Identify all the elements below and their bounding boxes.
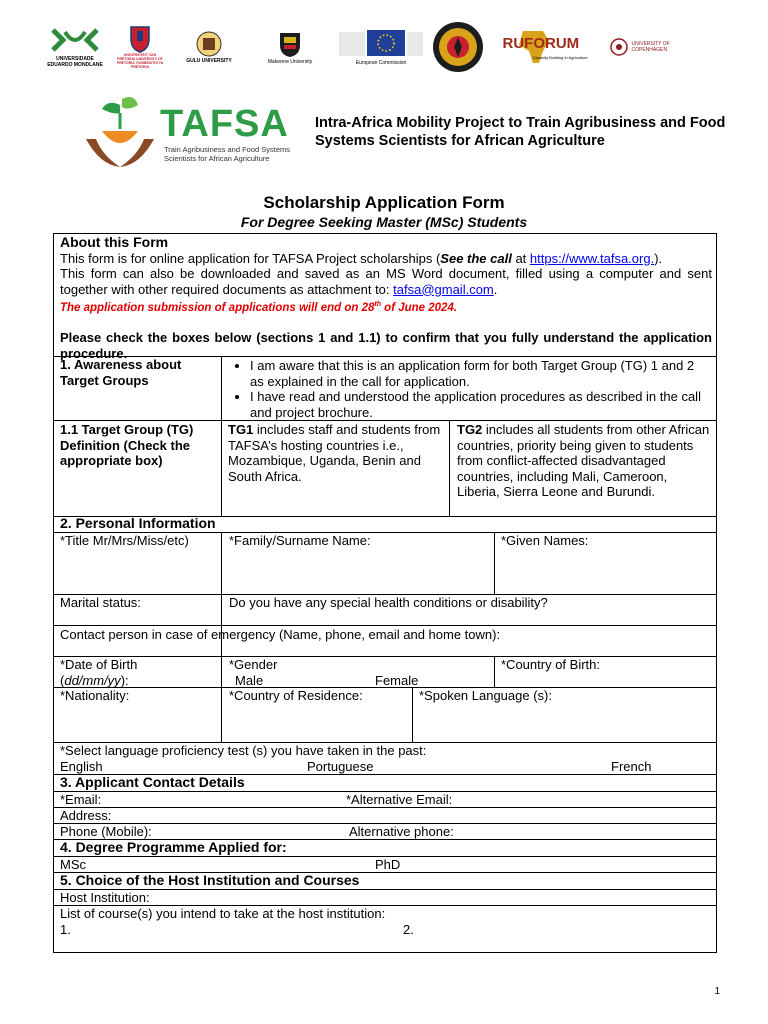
- uem-logo-text: UNIVERSIDADE EDUARDO MONDLANE: [47, 56, 103, 68]
- tafsa-logo: [80, 95, 295, 175]
- gulu-logo-text: GULU UNIVERSITY: [186, 58, 232, 64]
- given-names-field-label: *Given Names:: [501, 533, 589, 548]
- host-heading: 5. Choice of the Host Institution and Courses: [60, 872, 360, 888]
- form-title: Scholarship Application Form: [263, 193, 505, 212]
- proficiency-option-french[interactable]: French: [611, 759, 652, 774]
- eu-logo-text: European Commission: [355, 60, 407, 66]
- email-label: *Email:: [60, 792, 102, 807]
- tafsa-tagline: Train Agribusiness and Food Systems Scientists for African Agriculture: [164, 145, 291, 163]
- project-title: Intra-Africa Mobility Project to Train Agribusiness and Food Systems Scientists for African Agriculture: [315, 115, 726, 149]
- emergency-contact-label: Contact person in case of emergency (Name, phone, email and home town):: [60, 627, 501, 642]
- courses-label: List of course(s) you intend to take at the host institution:: [60, 906, 386, 921]
- gender-option-female[interactable]: Female: [375, 673, 419, 688]
- tafsa-email-link[interactable]: tafsa@gmail.com: [393, 281, 494, 297]
- deadline-sup: th: [374, 301, 381, 308]
- ruforum-logo: [492, 18, 597, 76]
- about-p2-end: .: [493, 281, 498, 297]
- check-instruction: Please check the boxes below (sections 1 and 1.1) to confirm that you fully understand the application procedure.: [60, 330, 712, 361]
- host-institution-label: Host Institution:: [60, 890, 150, 905]
- alt-phone-label: Alternative phone:: [349, 824, 454, 839]
- tg1-option[interactable]: [228, 422, 450, 484]
- copenhagen-logo: [605, 18, 700, 76]
- title-input[interactable]: [54, 532, 222, 593]
- about-paragraph-2: [60, 266, 712, 297]
- health-conditions-label: Do you have any special health conditions or disability?: [229, 595, 548, 610]
- course-1-field[interactable]: 1.: [60, 922, 71, 937]
- emergency-contact-field[interactable]: [60, 627, 710, 655]
- course-2-field[interactable]: 2.: [403, 922, 414, 937]
- surname-field-label: *Family/Surname Name:: [229, 533, 371, 548]
- proficiency-label: *Select language proficiency test (s) you have taken in the past:: [60, 743, 427, 758]
- marital-status-label: Marital status:: [60, 595, 141, 610]
- dob-format: dd/mm/yy: [64, 672, 121, 688]
- degree-heading: 4. Degree Programme Applied for:: [60, 839, 287, 855]
- gender-label: *Gender: [229, 657, 278, 672]
- tg1-title: TG1: [228, 422, 254, 437]
- proficiency-option-portuguese[interactable]: Portuguese: [307, 759, 374, 774]
- dob-label: [60, 657, 137, 688]
- deadline-text: The application submission of applications will end on 28: [60, 301, 375, 314]
- eu-flag-icon: [337, 28, 425, 60]
- uem-logo: [45, 18, 105, 76]
- copenhagen-logo-text: UNIVERSITY OF COPENHAGEN: [631, 41, 670, 53]
- eu-logo: [335, 18, 427, 76]
- makerere-logo-text: Makerere University: [267, 59, 313, 65]
- tafsa-website-link[interactable]: https://www.tafsa.org.: [529, 250, 655, 266]
- pretoria-logo: [115, 18, 165, 76]
- ruforum-tagline: Capacity Building in Agriculture: [532, 55, 588, 60]
- page-number: 1: [714, 986, 720, 997]
- spoken-language-label: *Spoken Language (s):: [419, 688, 552, 703]
- given-names-input[interactable]: [495, 532, 716, 593]
- about-p1-text: This form is for online application for TAFSA Project scholarships (: [60, 250, 441, 266]
- phone-label: Phone (Mobile):: [60, 824, 152, 839]
- awareness-item-2[interactable]: • I have read and understood the application procedures as described in the call and project brochure.: [250, 389, 708, 420]
- gulu-logo: [178, 18, 240, 76]
- egerton-seal-icon: [431, 20, 485, 74]
- awareness-label: 1. Awareness about Target Groups: [60, 357, 182, 388]
- address-label: Address:: [60, 808, 112, 823]
- about-p1-end: ).: [654, 250, 663, 266]
- tg1-text: includes staff and students from TAFSA’s hosting countries i.e., Mozambique, Uganda, Benin and South Africa.: [228, 422, 441, 484]
- gulu-crest-icon: [194, 30, 224, 58]
- tg2-title: TG2: [457, 422, 483, 437]
- egerton-logo: [428, 18, 488, 76]
- about-p2-text: This form can also be downloaded and saved as an MS Word document, filled using a computer and sent together with other required documents as attachment to:: [60, 266, 712, 297]
- partner-logos: [40, 18, 730, 76]
- pretoria-logo-text: UNIVERSITEIT VAN PRETORIA UNIVERSITY OF PRETORIA YUNIBESITHI YA PRETORIA: [116, 53, 164, 69]
- about-paragraph-1: [60, 251, 712, 267]
- ruforum-wordmark: RUFORUM: [502, 35, 580, 52]
- country-of-residence-label: *Country of Residence:: [229, 688, 363, 703]
- tafsa-wordmark: TAFSA: [160, 103, 289, 145]
- alt-email-label: *Alternative Email:: [346, 792, 453, 807]
- see-the-call-text: See the call: [440, 250, 512, 266]
- surname-input[interactable]: [222, 532, 494, 593]
- deadline-notice: [60, 297, 712, 316]
- dob-paren-open: (: [60, 672, 65, 688]
- awareness-list: [224, 358, 708, 420]
- pretoria-shield-icon: [129, 25, 151, 53]
- country-of-birth-label: *Country of Birth:: [501, 657, 600, 672]
- nationality-label: *Nationality:: [60, 688, 130, 703]
- tg2-option[interactable]: [457, 422, 713, 500]
- about-section: [60, 235, 712, 361]
- contact-heading: 3. Applicant Contact Details: [60, 774, 245, 790]
- awareness-item-1[interactable]: • I am aware that this is an application form for both Target Group (TG) 1 and 2 as explained in the call for application.: [250, 358, 708, 389]
- degree-option-phd[interactable]: PhD: [375, 857, 401, 872]
- personal-heading: 2. Personal Information: [60, 515, 216, 531]
- dob-label-text: *Date of Birth: [60, 657, 138, 672]
- makerere-crest-icon: [276, 29, 304, 59]
- form-subtitle: For Degree Seeking Master (MSc) Students: [240, 214, 528, 230]
- gender-option-male[interactable]: Male: [235, 673, 264, 688]
- tafsa-plant-hands-icon: [80, 95, 160, 173]
- about-p1-at: at: [511, 250, 530, 266]
- title-field-label: *Title Mr/Mrs/Miss/etc): [60, 533, 189, 548]
- about-heading: About this Form: [60, 234, 169, 250]
- makerere-logo: [262, 18, 318, 76]
- application-form: [53, 233, 717, 953]
- copenhagen-seal-icon: [610, 38, 628, 56]
- deadline-text-end: of June 2024.: [380, 301, 458, 314]
- degree-option-msc[interactable]: MSc: [60, 857, 86, 872]
- uem-emblem-icon: [49, 26, 101, 56]
- proficiency-option-english[interactable]: English: [60, 759, 103, 774]
- dob-paren-close: ):: [120, 672, 129, 688]
- tg-label: 1.1 Target Group (TG) Definition (Check the appropriate box): [60, 422, 194, 468]
- tg2-text: includes all students from other African countries, priority being given to students from conflict-affected disadvantaged countries, including Mali, Cameroon, Liberia, Sierra Leone and Burundi.: [457, 422, 710, 499]
